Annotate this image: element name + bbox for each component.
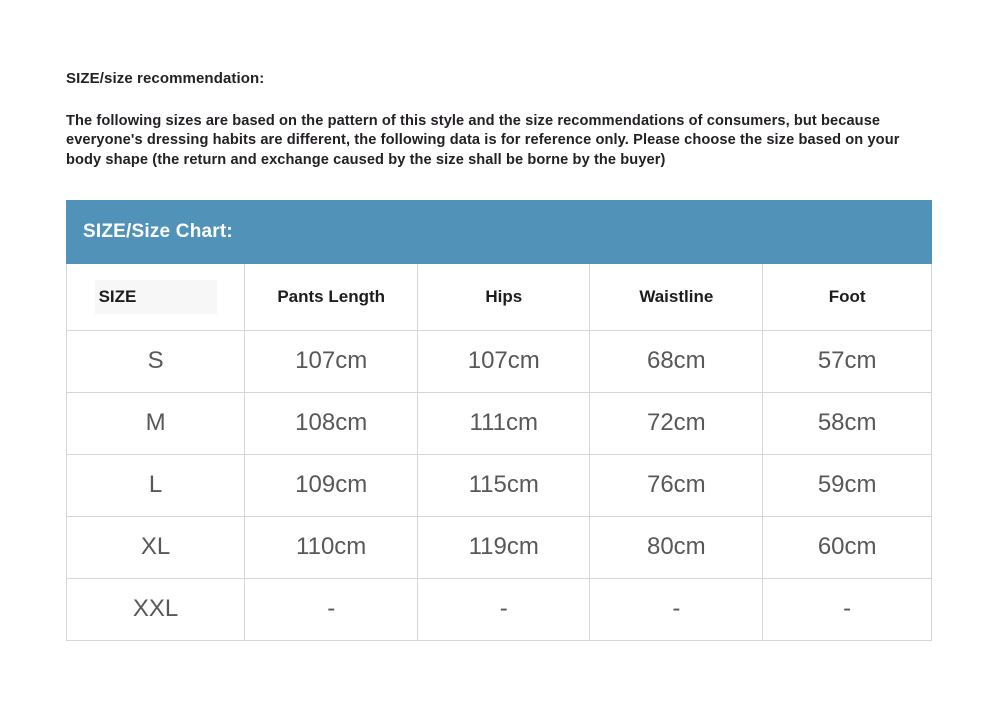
size-description-paragraph: The following sizes are based on the pattern of this style and the size recommendations of consumers, but because everyone's dressing habits are different, the following data is for reference only. Please choose the size based on your body shape (the return and exchange caused by the size shall be borne by the buyer) <box>66 113 900 168</box>
column-header-size-label: SIZE <box>95 280 217 314</box>
size-chart-title-bar <box>66 200 932 264</box>
foot-value: - <box>763 578 932 640</box>
waistline-value: 72cm <box>590 392 763 454</box>
table-row-s <box>67 330 932 392</box>
table-row-xxl <box>67 578 932 640</box>
waistline-value: - <box>590 578 763 640</box>
hips-value: 115cm <box>418 454 590 516</box>
page-title: SIZE/size recommendation: <box>66 70 265 87</box>
pants-length-value: - <box>245 578 418 640</box>
size-chart-title: SIZE/Size Chart: <box>83 221 233 243</box>
waistline-value: 68cm <box>590 330 763 392</box>
table-row-l <box>67 454 932 516</box>
column-header-foot: Foot <box>763 264 932 330</box>
foot-value: 58cm <box>763 392 932 454</box>
size-label: XXL <box>67 578 245 640</box>
size-chart-section <box>66 200 932 641</box>
table-row-m <box>67 392 932 454</box>
column-header-size <box>67 264 245 330</box>
table-header-row <box>67 264 932 330</box>
hips-value: 107cm <box>418 330 590 392</box>
pants-length-value: 110cm <box>245 516 418 578</box>
pants-length-value: 108cm <box>245 392 418 454</box>
size-label: S <box>67 330 245 392</box>
waistline-value: 76cm <box>590 454 763 516</box>
size-label: L <box>67 454 245 516</box>
size-label: M <box>67 392 245 454</box>
hips-value: 111cm <box>418 392 590 454</box>
size-chart-table <box>66 264 932 641</box>
foot-value: 57cm <box>763 330 932 392</box>
hips-value: - <box>418 578 590 640</box>
column-header-waistline: Waistline <box>590 264 763 330</box>
column-header-hips: Hips <box>418 264 590 330</box>
foot-value: 59cm <box>763 454 932 516</box>
table-row-xl <box>67 516 932 578</box>
column-header-pants-length: Pants Length <box>245 264 418 330</box>
hips-value: 119cm <box>418 516 590 578</box>
pants-length-value: 107cm <box>245 330 418 392</box>
foot-value: 60cm <box>763 516 932 578</box>
size-label: XL <box>67 516 245 578</box>
pants-length-value: 109cm <box>245 454 418 516</box>
waistline-value: 80cm <box>590 516 763 578</box>
